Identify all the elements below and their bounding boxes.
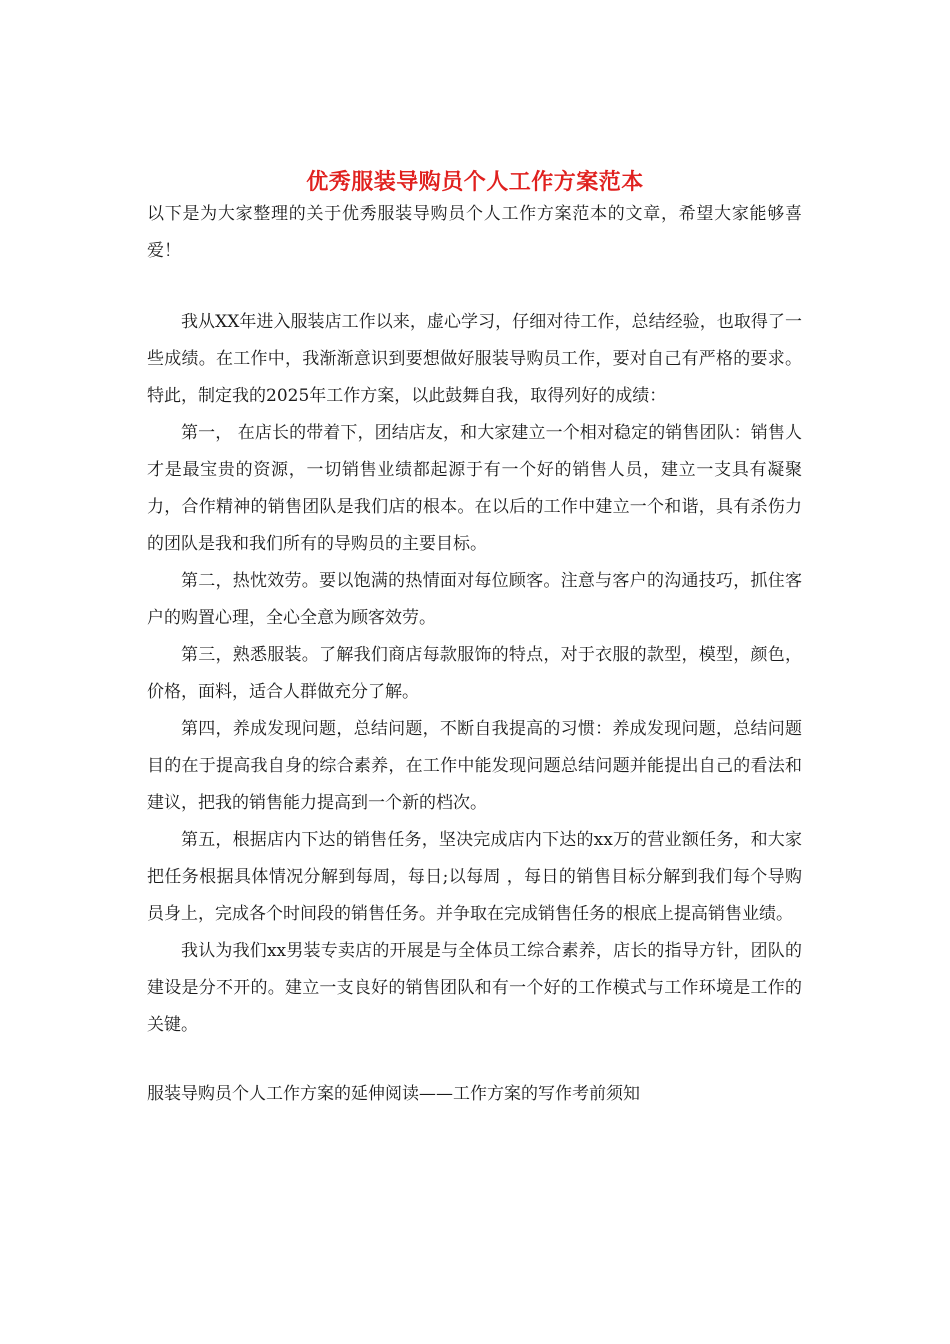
document-title: 优秀服装导购员个人工作方案范本 [306,169,644,195]
body-paragraph-1: 我从XX年进入服装店工作以来，虚心学习，仔细对待工作，总结经验，也取得了一些成绩。在工作中，我渐渐意识到要想做好服装导购员工作，要对自己有严格的要求。特此，制定我的2025年工作方案，以此鼓舞自我，取得列好的成绩： [147,312,802,406]
body-paragraph-6: 第五，根据店内下达的销售任务，坚决完成店内下达的xx万的营业额任务，和大家把任务根据具体情况分解到每周，每日;以每周 ，每日的销售目标分解到我们每个导购员身上，完成各个时间段的销售任务。并争取在完成销售任务的根底上提高销售业绩。 [147,830,802,924]
body-paragraph-7: 我认为我们xx男装专卖店的开展是与全体员工综合素养，店长的指导方针，团队的建设是分不开的。建立一支良好的销售团队和有一个好的工作模式与工作环境是工作的关键。 [147,941,802,1035]
body-paragraph-3: 第二，热忱效劳。要以饱满的热情面对每位顾客。注意与客户的沟通技巧，抓住客户的购置心理，全心全意为顾客效劳。 [147,571,802,628]
body-paragraph-5: 第四，养成发现问题，总结问题，不断自我提高的习惯：养成发现问题，总结问题目的在于提高我自身的综合素养，在工作中能发现问题总结问题并能提出自己的看法和建议，把我的销售能力提高到一个新的档次。 [147,719,802,813]
document-body [147,196,802,1113]
extended-reading-link[interactable]: 服装导购员个人工作方案的延伸阅读——工作方案的写作考前须知 [147,1084,640,1104]
body-paragraph-4: 第三，熟悉服装。了解我们商店每款服饰的特点，对于衣服的款型，模型，颜色，价格，面料，适合人群做充分了解。 [147,645,802,702]
intro-paragraph: 以下是为大家整理的关于优秀服装导购员个人工作方案范本的文章，希望大家能够喜爱！ [147,204,802,261]
body-paragraph-2: 第一， 在店长的带着下，团结店友，和大家建立一个相对稳定的销售团队：销售人才是最宝贵的资源，一切销售业绩都起源于有一个好的销售人员，建立一支具有凝聚力，合作精神的销售团队是我们店的根本。在以后的工作中建立一个和谐，具有杀伤力的团队是我和我们所有的导购员的主要目标。 [147,423,802,554]
